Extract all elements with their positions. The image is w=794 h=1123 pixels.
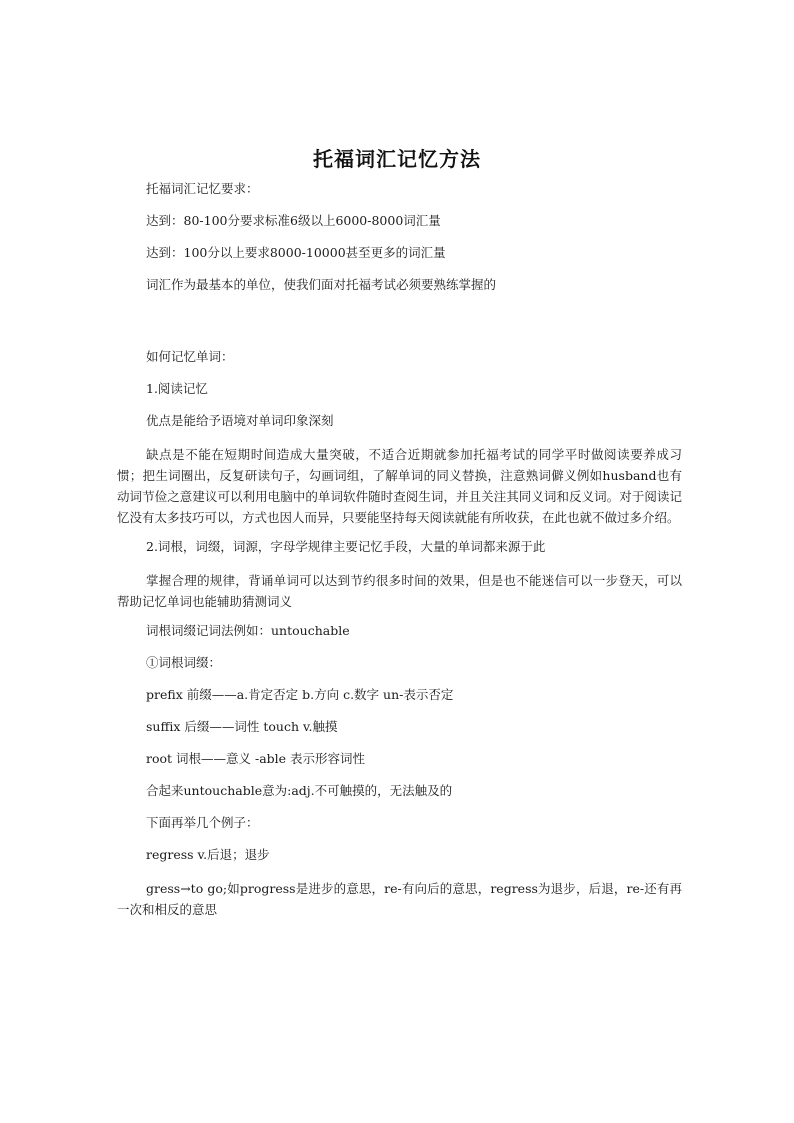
paragraph-root: root 词根——意义 -able 表示形容词性	[146, 751, 366, 766]
paragraph-example-untouchable: 词根词缀记词法例如：untouchable	[146, 623, 350, 638]
paragraph-root-affix-label: ①词根词缀：	[146, 655, 222, 670]
document-title: 托福词汇记忆方法	[313, 147, 481, 171]
paragraph-reading-advantage: 优点是能给予语境对单词印象深刻	[146, 413, 334, 428]
paragraph-how-to-memorize: 如何记忆单词：	[146, 349, 234, 364]
blank-gap	[117, 308, 682, 348]
paragraph-vocab-importance: 词汇作为最基本的单位，使我们面对托福考试必须要熟练掌握的	[146, 277, 497, 292]
paragraph-reading-memory-heading: 1.阅读记忆	[146, 381, 208, 396]
paragraph-reading-disadvantage: 缺点是不能在短期时间造成大量突破，不适合近期就参加托福考试的同学平时做阅读要养成习惯；把生词圈出，反复研读句子，勾画词组，了解单词的同义替换，注意熟词僻义例如husband也有动词节俭之意建议可以利用电脑中的单词软件随时查阅生词，并且关注其同义词和反义词。对于阅读记忆没有太多技巧可以，方式也因人而异，只要能坚持每天阅读就能有所收获，在此也就不做过多介绍。	[117, 447, 682, 525]
paragraph-regress: regress v.后退；退步	[146, 847, 270, 862]
paragraph-roots-affixes-heading: 2.词根，词缀，词源，字母学规律主要记忆手段，大量的单词都来源于此	[146, 539, 546, 554]
paragraph-requirement-100-plus: 达到：100分以上要求8000-10000甚至更多的词汇量	[146, 245, 446, 260]
paragraph-rules-benefit: 掌握合理的规律，背诵单词可以达到节约很多时间的效果，但是也不能迷信可以一步登天，可以帮助记忆单词也能辅助猜测词义	[117, 573, 682, 609]
paragraph-gress-explanation: gress→to go;如progress是进步的意思，re-有向后的意思，regress为退步，后退，re-还有再一次和相反的意思	[117, 881, 682, 917]
paragraph-suffix: suffix 后缀——词性 touch v.触摸	[146, 719, 338, 734]
paragraph-more-examples: 下面再举几个例子：	[146, 815, 259, 830]
paragraph-combined-meaning: 合起来untouchable意为:adj.不可触摸的，无法触及的	[146, 783, 453, 798]
paragraph-requirements-heading: 托福词汇记忆要求：	[146, 181, 259, 196]
document-body	[117, 180, 682, 930]
paragraph-requirement-80-100: 达到：80-100分要求标准6级以上6000-8000词汇量	[146, 213, 441, 228]
paragraph-prefix: prefix 前缀——a.肯定否定 b.方向 c.数字 un-表示否定	[146, 687, 454, 702]
